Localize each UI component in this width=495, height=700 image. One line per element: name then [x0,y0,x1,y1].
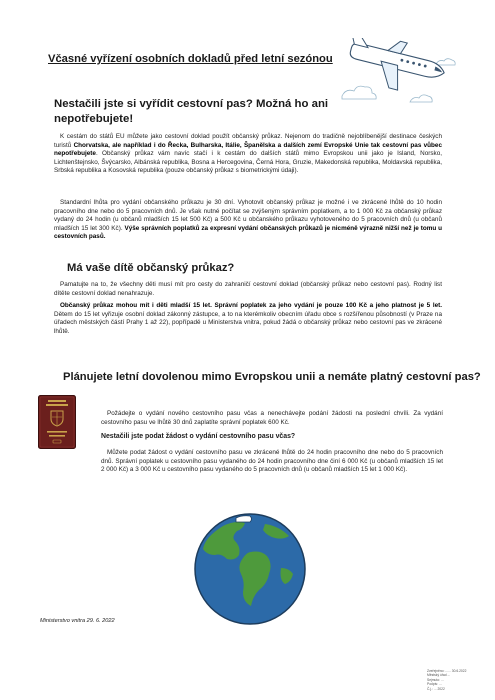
stamp-line: Podpis: ... [427,682,442,687]
paragraph: Standardní lhůta pro vydání občanského průkazu je 30 dní. Vyhotovit občanský průkaz je možné i ve zkrácené lhůtě do 10 hodin pracovního dne nebo do 5 pracovních dnů. Je však nutné počítat se zvýšeným správním poplatkem, a to 1 000 Kč za občanský průkaz vydaný do 24 hodin (u občanů mladších 15 let 500 Kč) a 500 Kč u občanského průkazu vyhotoveného do 5 pracovních dnů (u občanů mladších 15 let 300 Kč). Výše správních poplatků za expresní vydání občanských průkazů je nicméně výrazně nižší než je tomu u cestovních pasů. [54,199,442,241]
paragraph: Požádejte o vydání nového cestovního pasu včas a nenechávejte podání žádosti na poslední chvíli. Za vydání cestovního pasu ve lhůtě 30 dnů zaplatíte správní poplatek 600 Kč. [101,410,443,426]
stamp-line: Zveřejněno: ...... 30.6.2022 [427,669,467,673]
paragraph: K cestám do států EU můžete jako cestovní doklad použít občanský průkaz. Nejenom do tradičně nejoblíbenější destinace českých turistů Chorvatska, ale například i do Řecka, Bulharska, Itálie, Španělska a dalších zemí Evropské Unie tak cestovní pas vůbec nepotřebujete. Občanský průkaz vám navíc stačí i k cestám do dalších států mimo Evropskou unii jako je Island, Norsko, Lichtenštejnsko, Švýcarsko, Albánská republika, Bosna a Hercegovina, Černá Hora, Gruzie, Makedonská republika, Moldavská republika, Srbská republika a Kosovská republika (pouze občanský průkaz s biometrickými údaji). [54,133,442,175]
cloud-icon [410,95,432,102]
globe-icon [193,512,307,626]
airplane-icon [340,38,466,110]
paragraph: Můžete podat žádost o vydání cestovního pasu ve zkrácené lhůtě do 24 hodin pracovního dne nebo do 5 pracovních dnů. Správní poplatek u cestovního pasu vydaného do 24 hodin pracovního dne činí 6 000 Kč (u občanů mladších 15 let 2 000 Kč) a 3 000 Kč u cestovního pasu vydaného do 5 pracovních dnů (u občanů mladších 15 let 1 000 Kč). [101,449,443,474]
passport-icon [38,395,76,449]
cloud-icon [342,86,376,99]
stamp-line: Městský úřad ... [427,673,451,678]
cloud-icon [436,59,455,65]
page-title: Včasné vyřízení osobních dokladů před letní sezónou [48,53,333,65]
section-heading: Má vaše dítě občanský průkaz? [67,262,235,274]
stamp-line: Č.j.: ... 2022 [427,686,445,691]
posting-stamp [427,669,466,691]
cloud-icon [236,516,252,522]
footer-source: Ministerstvo vnitra 29. 6. 2022 [40,618,115,624]
subheading: Nestačili jste podat žádost o vydání cestovního pasu včas? [101,433,296,440]
section-heading: Nestačili jste si vyřídit cestovní pas? Možná ho ani nepotřebujete! [54,98,329,125]
stamp-line: Sejmuto: ... [427,677,444,682]
section-heading: Plánujete letní dovolenou mimo Evropskou unii a nemáte platný cestovní pas? [63,371,481,383]
paragraph: Pamatujte na to, že všechny děti musí mít pro cesty do zahraničí cestovní doklad (občanský průkaz nebo cestovní pas). Rodný list dítěte cestovní doklad nenahrazuje. [54,281,442,297]
paragraph: Občanský průkaz mohou mít i děti mladší 15 let. Správní poplatek za jeho vydání je pouze 100 Kč a jeho platnost je 5 let. Dětem do 15 let vyřizuje osobní doklad zákonný zástupce, a to na kterémkoliv obecním úřadu obce s rozšířenou působností (v Praze na úřadech městských částí Prahy 1 až 22), popřípadě u Ministerstva vnitra, pokud žádá o občanský průkaz nebo cestovní pas ve zkrácené lhůtě. [54,302,442,335]
